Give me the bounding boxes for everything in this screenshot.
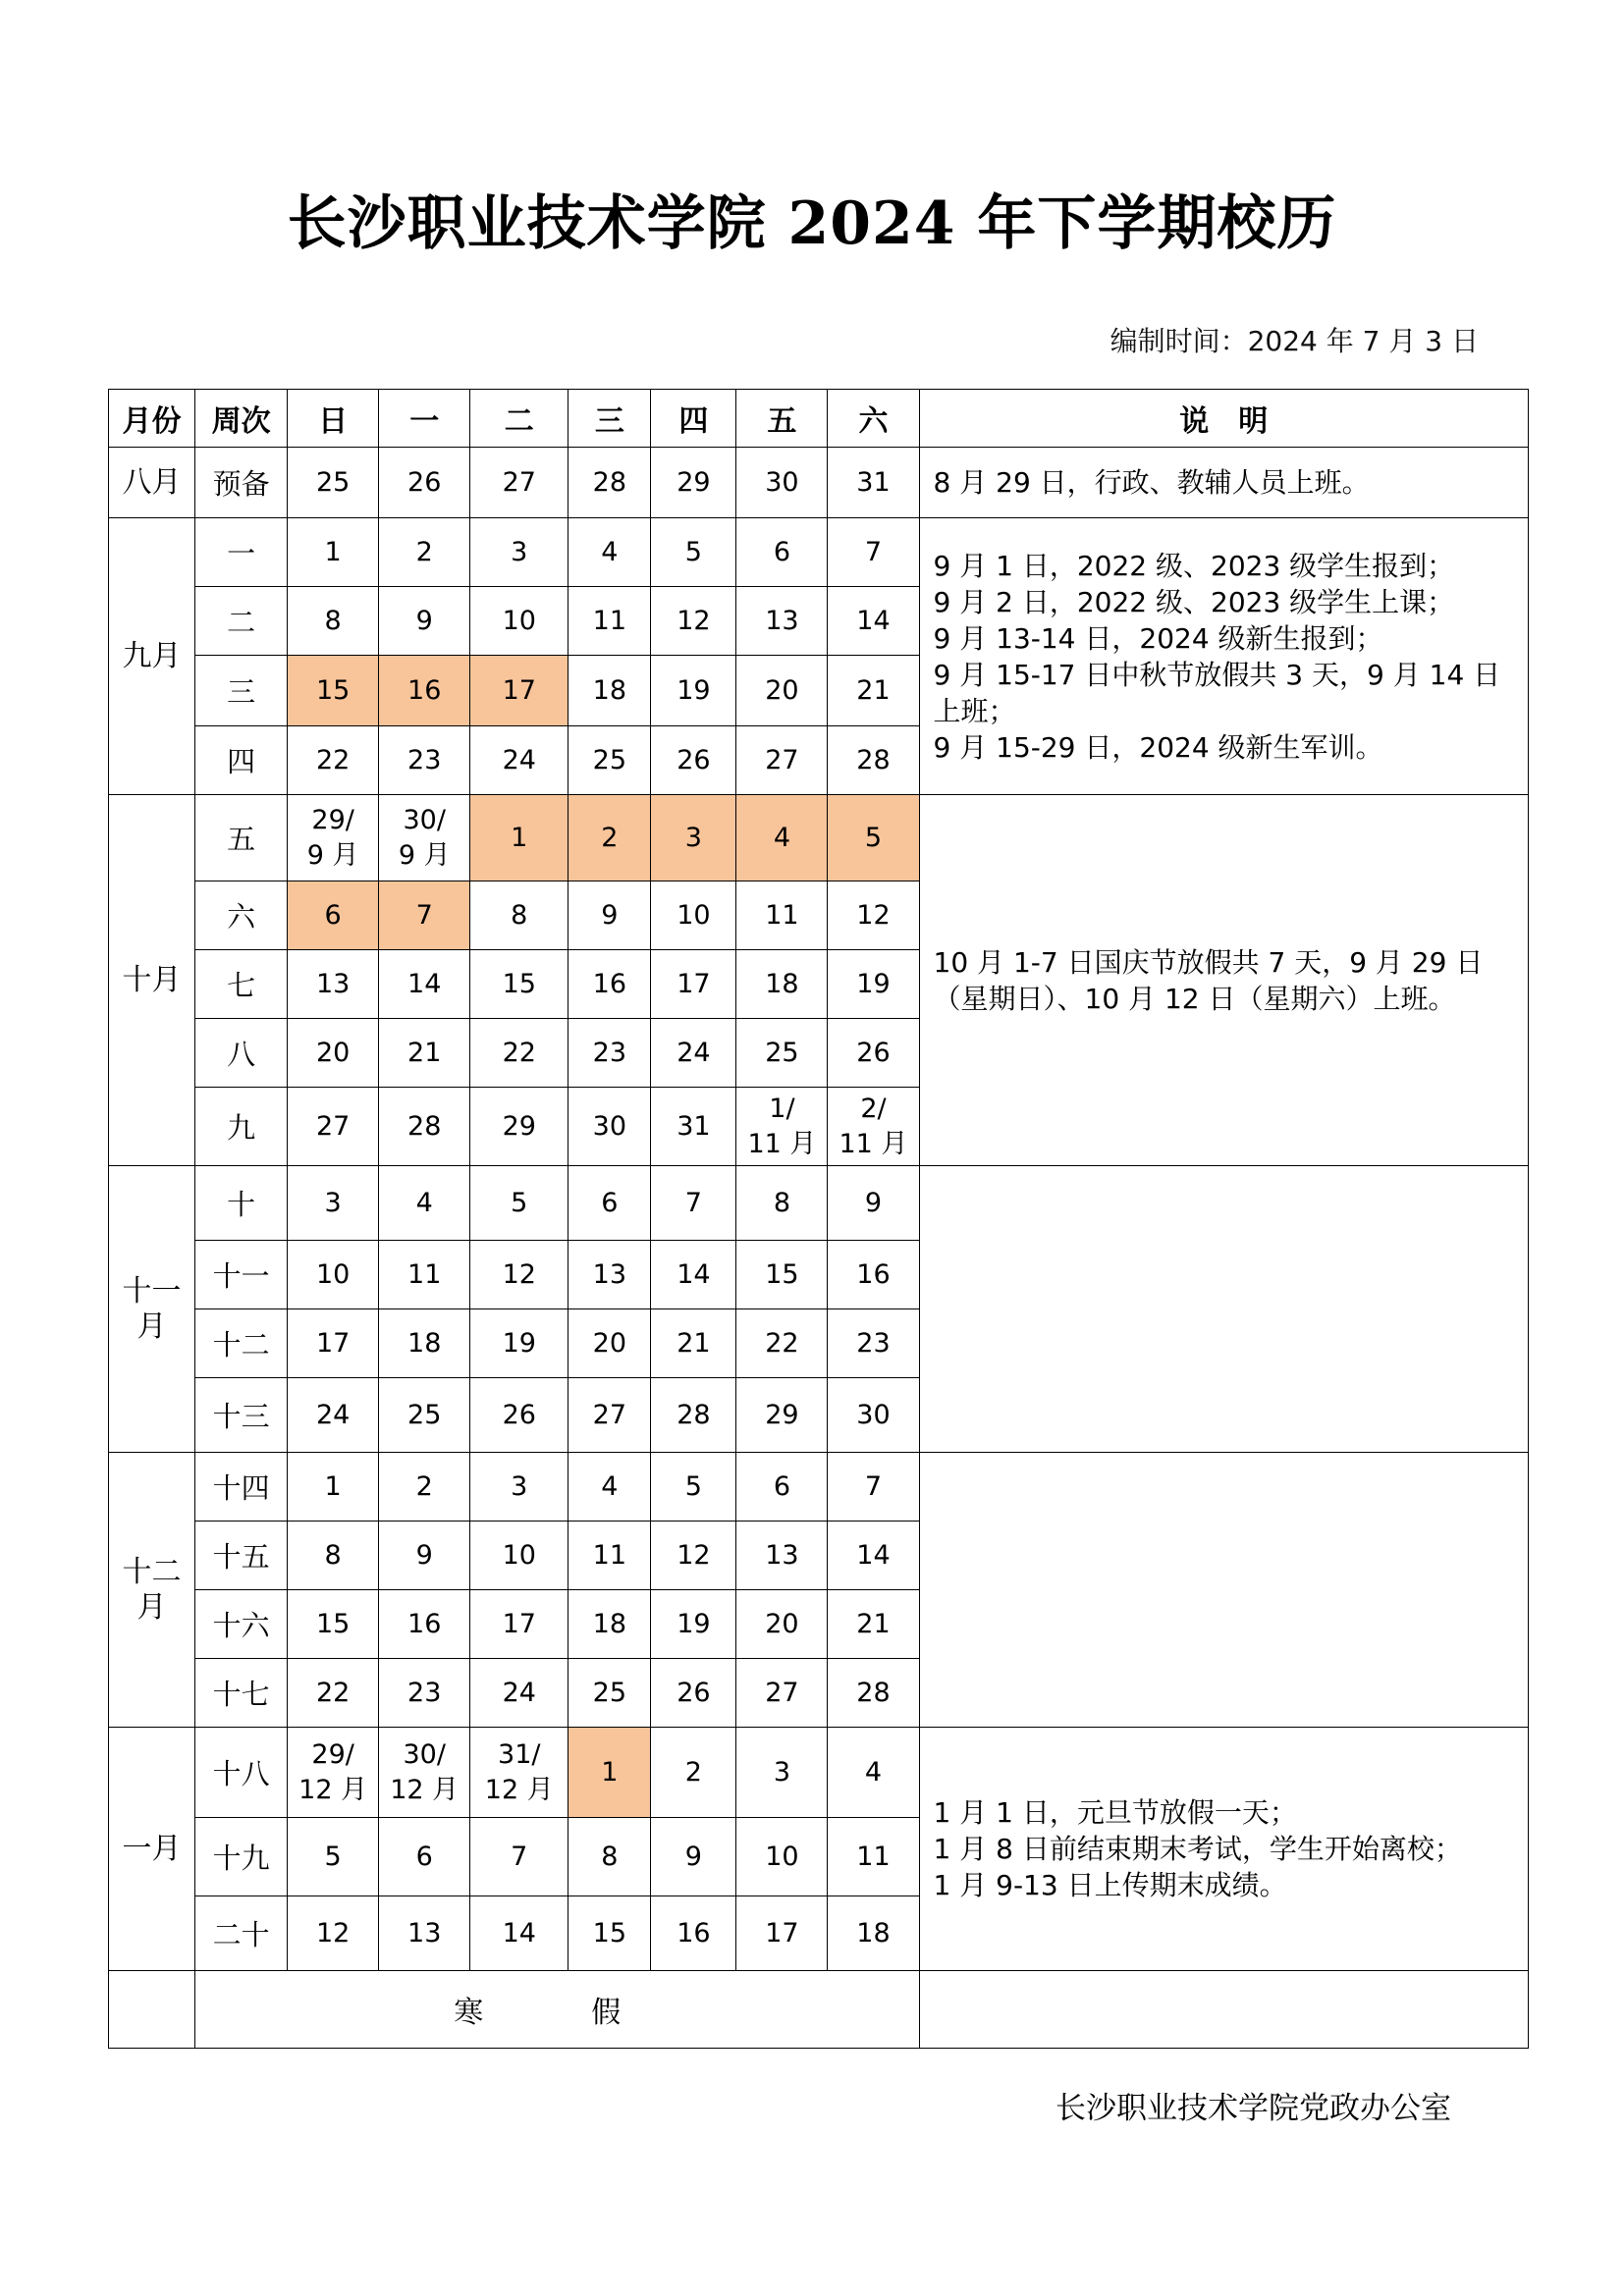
day-cell: 4 bbox=[568, 518, 651, 587]
day-cell: 16 bbox=[568, 950, 651, 1019]
header-cell: 说 明 bbox=[919, 390, 1528, 448]
day-cell: 21 bbox=[828, 656, 919, 726]
day-cell: 23 bbox=[379, 1659, 470, 1728]
day-cell: 5 bbox=[651, 1453, 736, 1522]
day-cell-holiday: 5 bbox=[828, 795, 919, 881]
day-cell: 24 bbox=[470, 726, 568, 795]
week-number: 九 bbox=[195, 1088, 288, 1166]
footer-signature: 长沙职业技术学院党政办公室 bbox=[1056, 2091, 1451, 2126]
day-cell: 21 bbox=[651, 1309, 736, 1378]
day-cell: 10 bbox=[470, 587, 568, 656]
month-label: 十月 bbox=[109, 795, 195, 1166]
day-cell: 22 bbox=[288, 726, 379, 795]
day-cell: 12 bbox=[828, 881, 919, 950]
header-cell: 月份 bbox=[109, 390, 195, 448]
day-cell: 31 bbox=[828, 448, 919, 518]
week-number: 六 bbox=[195, 881, 288, 950]
day-cell: 18 bbox=[828, 1896, 919, 1971]
week-number: 十三 bbox=[195, 1378, 288, 1453]
day-cell: 8 bbox=[736, 1166, 828, 1241]
week-number: 预备 bbox=[195, 448, 288, 518]
day-cell: 7 bbox=[651, 1166, 736, 1241]
day-cell: 17 bbox=[651, 950, 736, 1019]
day-cell: 25 bbox=[288, 448, 379, 518]
day-cell: 5 bbox=[288, 1818, 379, 1896]
day-cell: 2 bbox=[651, 1728, 736, 1818]
day-cell: 1 bbox=[288, 1453, 379, 1522]
day-cell: 30 bbox=[828, 1378, 919, 1453]
week-row bbox=[109, 795, 1529, 881]
day-cell: 13 bbox=[379, 1896, 470, 1971]
month-label: 一月 bbox=[109, 1728, 195, 1971]
day-cell: 5 bbox=[470, 1166, 568, 1241]
day-cell: 20 bbox=[736, 656, 828, 726]
header-cell: 一 bbox=[379, 390, 470, 448]
day-cell: 23 bbox=[828, 1309, 919, 1378]
day-cell-holiday: 15 bbox=[288, 656, 379, 726]
day-cell: 13 bbox=[736, 587, 828, 656]
page-title: 长沙职业技术学院 2024 年下学期校历 bbox=[287, 189, 1337, 258]
day-cell: 4 bbox=[828, 1728, 919, 1818]
day-cell: 20 bbox=[288, 1019, 379, 1088]
day-cell: 26 bbox=[470, 1378, 568, 1453]
month-note bbox=[919, 1166, 1528, 1453]
day-cell: 25 bbox=[736, 1019, 828, 1088]
day-cell: 22 bbox=[736, 1309, 828, 1378]
day-cell: 28 bbox=[828, 1659, 919, 1728]
day-cell: 3 bbox=[470, 518, 568, 587]
day-cell: 7 bbox=[828, 1453, 919, 1522]
week-number: 十八 bbox=[195, 1728, 288, 1818]
day-cell: 6 bbox=[379, 1818, 470, 1896]
day-cell-holiday: 6 bbox=[288, 881, 379, 950]
day-cell: 6 bbox=[568, 1166, 651, 1241]
day-cell: 29 bbox=[736, 1378, 828, 1453]
header-cell: 日 bbox=[288, 390, 379, 448]
day-cell: 15 bbox=[568, 1896, 651, 1971]
day-cell: 24 bbox=[470, 1659, 568, 1728]
day-cell: 3 bbox=[470, 1453, 568, 1522]
day-cell: 30 bbox=[736, 448, 828, 518]
week-row bbox=[109, 518, 1529, 587]
day-cell: 18 bbox=[568, 656, 651, 726]
day-cell: 27 bbox=[736, 1659, 828, 1728]
day-cell: 26 bbox=[651, 1659, 736, 1728]
day-cell: 31 bbox=[651, 1088, 736, 1166]
day-cell: 27 bbox=[470, 448, 568, 518]
header-cell: 五 bbox=[736, 390, 828, 448]
day-cell: 28 bbox=[651, 1378, 736, 1453]
day-cell: 27 bbox=[568, 1378, 651, 1453]
week-number: 一 bbox=[195, 518, 288, 587]
day-cell: 26 bbox=[651, 726, 736, 795]
header-cell: 三 bbox=[568, 390, 651, 448]
header-cell: 四 bbox=[651, 390, 736, 448]
week-number: 五 bbox=[195, 795, 288, 881]
week-row bbox=[109, 1728, 1529, 1818]
day-cell-holiday: 7 bbox=[379, 881, 470, 950]
day-cell: 11 bbox=[379, 1241, 470, 1309]
day-cell: 3 bbox=[736, 1728, 828, 1818]
header-cell: 周次 bbox=[195, 390, 288, 448]
day-cell: 30/ 9 月 bbox=[379, 795, 470, 881]
day-cell: 14 bbox=[470, 1896, 568, 1971]
day-cell: 21 bbox=[379, 1019, 470, 1088]
winter-row bbox=[109, 1971, 1529, 2049]
day-cell: 14 bbox=[828, 587, 919, 656]
day-cell: 16 bbox=[651, 1896, 736, 1971]
day-cell: 7 bbox=[828, 518, 919, 587]
day-cell: 10 bbox=[736, 1818, 828, 1896]
day-cell: 23 bbox=[379, 726, 470, 795]
week-number: 七 bbox=[195, 950, 288, 1019]
header-cell: 六 bbox=[828, 390, 919, 448]
month-note: 8 月 29 日，行政、教辅人员上班。 bbox=[919, 448, 1528, 518]
day-cell: 1 bbox=[288, 518, 379, 587]
day-cell: 19 bbox=[470, 1309, 568, 1378]
day-cell: 13 bbox=[568, 1241, 651, 1309]
day-cell: 29/ 9 月 bbox=[288, 795, 379, 881]
week-number: 三 bbox=[195, 656, 288, 726]
week-number: 四 bbox=[195, 726, 288, 795]
day-cell: 10 bbox=[470, 1522, 568, 1590]
day-cell: 19 bbox=[828, 950, 919, 1019]
day-cell: 16 bbox=[379, 1590, 470, 1659]
day-cell: 25 bbox=[379, 1378, 470, 1453]
day-cell: 9 bbox=[379, 587, 470, 656]
day-cell: 22 bbox=[288, 1659, 379, 1728]
day-cell: 30/ 12 月 bbox=[379, 1728, 470, 1818]
day-cell: 21 bbox=[828, 1590, 919, 1659]
day-cell: 7 bbox=[470, 1818, 568, 1896]
month-note bbox=[919, 1453, 1528, 1728]
day-cell: 17 bbox=[736, 1896, 828, 1971]
day-cell: 15 bbox=[736, 1241, 828, 1309]
day-cell: 15 bbox=[288, 1590, 379, 1659]
day-cell: 20 bbox=[568, 1309, 651, 1378]
day-cell: 25 bbox=[568, 1659, 651, 1728]
day-cell: 12 bbox=[470, 1241, 568, 1309]
day-cell: 12 bbox=[288, 1896, 379, 1971]
day-cell: 15 bbox=[470, 950, 568, 1019]
day-cell: 6 bbox=[736, 518, 828, 587]
day-cell: 18 bbox=[379, 1309, 470, 1378]
day-cell: 1/ 11 月 bbox=[736, 1088, 828, 1166]
week-number: 十四 bbox=[195, 1453, 288, 1522]
day-cell: 11 bbox=[736, 881, 828, 950]
week-row bbox=[109, 448, 1529, 518]
day-cell: 29 bbox=[651, 448, 736, 518]
day-cell-holiday: 4 bbox=[736, 795, 828, 881]
week-number: 八 bbox=[195, 1019, 288, 1088]
day-cell: 9 bbox=[651, 1818, 736, 1896]
day-cell: 6 bbox=[736, 1453, 828, 1522]
compiled-date: 编制时间：2024 年 7 月 3 日 bbox=[1110, 325, 1479, 357]
day-cell-holiday: 16 bbox=[379, 656, 470, 726]
day-cell: 16 bbox=[828, 1241, 919, 1309]
day-cell: 8 bbox=[288, 587, 379, 656]
week-number: 二 bbox=[195, 587, 288, 656]
day-cell: 27 bbox=[736, 726, 828, 795]
day-cell: 8 bbox=[568, 1818, 651, 1896]
day-cell: 19 bbox=[651, 656, 736, 726]
week-number: 十九 bbox=[195, 1818, 288, 1896]
day-cell: 4 bbox=[379, 1166, 470, 1241]
day-cell: 26 bbox=[828, 1019, 919, 1088]
month-label: 八月 bbox=[109, 448, 195, 518]
day-cell: 19 bbox=[651, 1590, 736, 1659]
month-note: 9 月 1 日，2022 级、2023 级学生报到； 9 月 2 日，2022 级、2023 级学生上课； 9 月 13-14 日，2024 级新生报到； 9 月 15-17 日中秋节放假共 3 天，9 月 14 日上班； 9 月 15-29 日，2024 级新生军训。 bbox=[919, 518, 1528, 795]
day-cell: 13 bbox=[736, 1522, 828, 1590]
day-cell: 27 bbox=[288, 1088, 379, 1166]
day-cell: 2 bbox=[379, 1453, 470, 1522]
month-label: 十一月 bbox=[109, 1166, 195, 1453]
day-cell: 28 bbox=[379, 1088, 470, 1166]
day-cell: 11 bbox=[568, 587, 651, 656]
day-cell: 26 bbox=[379, 448, 470, 518]
month-note: 1 月 1 日，元旦节放假一天； 1 月 8 日前结束期末考试，学生开始离校； 1 月 9-13 日上传期末成绩。 bbox=[919, 1728, 1528, 1971]
month-label: 十二月 bbox=[109, 1453, 195, 1728]
header-cell: 二 bbox=[470, 390, 568, 448]
day-cell: 5 bbox=[651, 518, 736, 587]
week-row bbox=[109, 1453, 1529, 1522]
day-cell-holiday: 1 bbox=[568, 1728, 651, 1818]
day-cell: 28 bbox=[828, 726, 919, 795]
header-row bbox=[109, 390, 1529, 448]
week-number: 二十 bbox=[195, 1896, 288, 1971]
day-cell: 20 bbox=[736, 1590, 828, 1659]
day-cell: 30 bbox=[568, 1088, 651, 1166]
week-number: 十七 bbox=[195, 1659, 288, 1728]
winter-break-label: 寒 假 bbox=[195, 1971, 919, 2049]
day-cell: 8 bbox=[288, 1522, 379, 1590]
day-cell: 12 bbox=[651, 1522, 736, 1590]
day-cell: 11 bbox=[828, 1818, 919, 1896]
day-cell: 2/ 11 月 bbox=[828, 1088, 919, 1166]
week-number: 十二 bbox=[195, 1309, 288, 1378]
day-cell-holiday: 1 bbox=[470, 795, 568, 881]
day-cell: 9 bbox=[828, 1166, 919, 1241]
day-cell: 11 bbox=[568, 1522, 651, 1590]
day-cell: 18 bbox=[736, 950, 828, 1019]
day-cell: 13 bbox=[288, 950, 379, 1019]
day-cell: 12 bbox=[651, 587, 736, 656]
day-cell: 18 bbox=[568, 1590, 651, 1659]
day-cell: 24 bbox=[288, 1378, 379, 1453]
day-cell-holiday: 17 bbox=[470, 656, 568, 726]
day-cell: 25 bbox=[568, 726, 651, 795]
day-cell-holiday: 3 bbox=[651, 795, 736, 881]
day-cell: 10 bbox=[651, 881, 736, 950]
day-cell: 14 bbox=[828, 1522, 919, 1590]
day-cell: 8 bbox=[470, 881, 568, 950]
day-cell: 24 bbox=[651, 1019, 736, 1088]
day-cell: 17 bbox=[288, 1309, 379, 1378]
day-cell: 10 bbox=[288, 1241, 379, 1309]
day-cell: 22 bbox=[470, 1019, 568, 1088]
week-number: 十六 bbox=[195, 1590, 288, 1659]
day-cell: 14 bbox=[379, 950, 470, 1019]
day-cell: 29 bbox=[470, 1088, 568, 1166]
day-cell: 9 bbox=[379, 1522, 470, 1590]
day-cell: 2 bbox=[379, 518, 470, 587]
day-cell-holiday: 2 bbox=[568, 795, 651, 881]
day-cell: 4 bbox=[568, 1453, 651, 1522]
day-cell: 14 bbox=[651, 1241, 736, 1309]
day-cell: 17 bbox=[470, 1590, 568, 1659]
empty-month-cell bbox=[109, 1971, 195, 2049]
week-row bbox=[109, 1166, 1529, 1241]
day-cell: 3 bbox=[288, 1166, 379, 1241]
empty-note-cell bbox=[919, 1971, 1528, 2049]
week-number: 十一 bbox=[195, 1241, 288, 1309]
month-label: 九月 bbox=[109, 518, 195, 795]
day-cell: 28 bbox=[568, 448, 651, 518]
day-cell: 29/ 12 月 bbox=[288, 1728, 379, 1818]
calendar-body bbox=[109, 448, 1529, 2049]
day-cell: 9 bbox=[568, 881, 651, 950]
week-number: 十五 bbox=[195, 1522, 288, 1590]
day-cell: 31/ 12 月 bbox=[470, 1728, 568, 1818]
month-note: 10 月 1-7 日国庆节放假共 7 天，9 月 29 日（星期日）、10 月 12 日（星期六）上班。 bbox=[919, 795, 1528, 1166]
day-cell: 23 bbox=[568, 1019, 651, 1088]
calendar-table bbox=[108, 389, 1529, 2049]
week-number: 十 bbox=[195, 1166, 288, 1241]
